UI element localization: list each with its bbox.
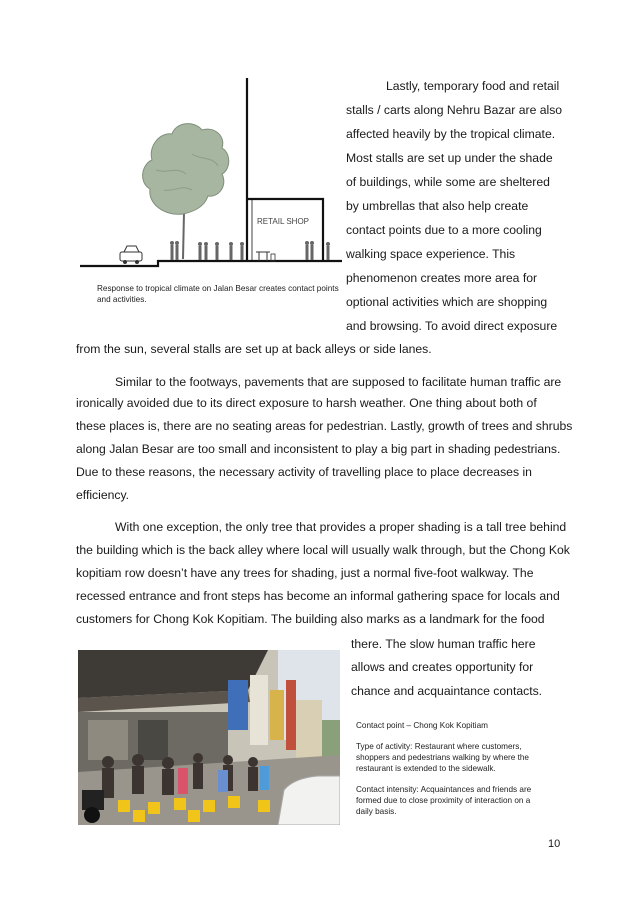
- body-text-line: affected heavily by the tropical climate.: [346, 127, 556, 141]
- body-text-line: by umbrellas that also help create: [346, 199, 529, 213]
- body-text-line: ironically avoided due to its direct exposure to harsh weather. One thing about both of: [76, 396, 537, 410]
- body-text-line: Most stalls are set up under the shade: [346, 151, 553, 165]
- page-number: 10: [548, 838, 561, 850]
- photo-caption-line: Type of activity: Restaurant where customers,: [356, 742, 522, 751]
- body-text-line: of buildings, while some are sheltered: [346, 175, 550, 189]
- body-text-line: phenomenon creates more area for: [346, 271, 538, 285]
- body-text-line: the building which is the back alley where local will usually walk through, but the Chong Kok: [76, 543, 570, 557]
- photo-caption-line: daily basis.: [356, 807, 397, 816]
- body-text-line: stalls / carts along Nehru Bazar are also: [346, 103, 563, 117]
- body-text-line: Lastly, temporary food and retail: [386, 79, 560, 93]
- body-text-line: these places is, there are no seating areas for pedestrian. Lastly, growth of trees and shrubs: [76, 419, 573, 433]
- body-text-line: from the sun, several stalls are set up at back alleys or side lanes.: [76, 342, 432, 356]
- photo-caption-line: formed due to close proximity of interaction on a: [356, 796, 531, 805]
- body-text-line: efficiency.: [76, 488, 130, 502]
- photo-caption-line: restaurant is extended to the sidewalk.: [356, 764, 496, 773]
- body-text-line: along Jalan Besar are too small and inconsistent to play a big part in shading pedestrians.: [76, 442, 561, 456]
- retail-shop-label: RETAIL SHOP: [257, 217, 310, 226]
- body-text-line: kopitiam row doesn’t have any trees for shading, just a normal five-foot walkway. The: [76, 566, 534, 580]
- body-text-line: chance and acquaintance contacts.: [351, 684, 543, 698]
- body-text-line: and browsing. To avoid direct exposure: [346, 319, 558, 333]
- section-drawing-figure: [80, 74, 342, 274]
- car-icon: [120, 246, 142, 264]
- body-text-line: there. The slow human traffic here: [351, 637, 536, 651]
- body-text-line: Similar to the footways, pavements that are supposed to facilitate human traffic are: [115, 375, 562, 389]
- body-text-line: With one exception, the only tree that provides a proper shading is a tall tree behind: [115, 520, 567, 534]
- body-text-line: optional activities which are shopping: [346, 295, 548, 309]
- body-text-line: Due to these reasons, the necessary activity of travelling place to place decreases in: [76, 465, 532, 479]
- figure1-caption-line: and activities.: [97, 295, 147, 304]
- photo-caption-title: Contact point – Chong Kok Kopitiam: [356, 721, 488, 730]
- body-text-line: walking space experience. This: [346, 247, 516, 261]
- photo-caption-line: Contact intensity: Acquaintances and friends are: [356, 785, 532, 794]
- photo-caption-line: shoppers and pedestrians walking by where the: [356, 753, 529, 762]
- figure1-caption-line: Response to tropical climate on Jalan Besar creates contact points: [97, 284, 339, 293]
- body-text-line: contact points due to a more cooling: [346, 223, 542, 237]
- body-text-line: recessed entrance and front steps has become an informal gathering space for locals and: [76, 589, 560, 603]
- table-chair-icon: [256, 252, 275, 261]
- tree-icon: [143, 124, 229, 259]
- body-text-line: allows and creates opportunity for: [351, 660, 534, 674]
- kopitiam-street-photo: [78, 650, 340, 825]
- pedestrian-icons: [170, 241, 330, 260]
- body-text-line: customers for Chong Kok Kopitiam. The building also marks as a landmark for the food: [76, 612, 545, 626]
